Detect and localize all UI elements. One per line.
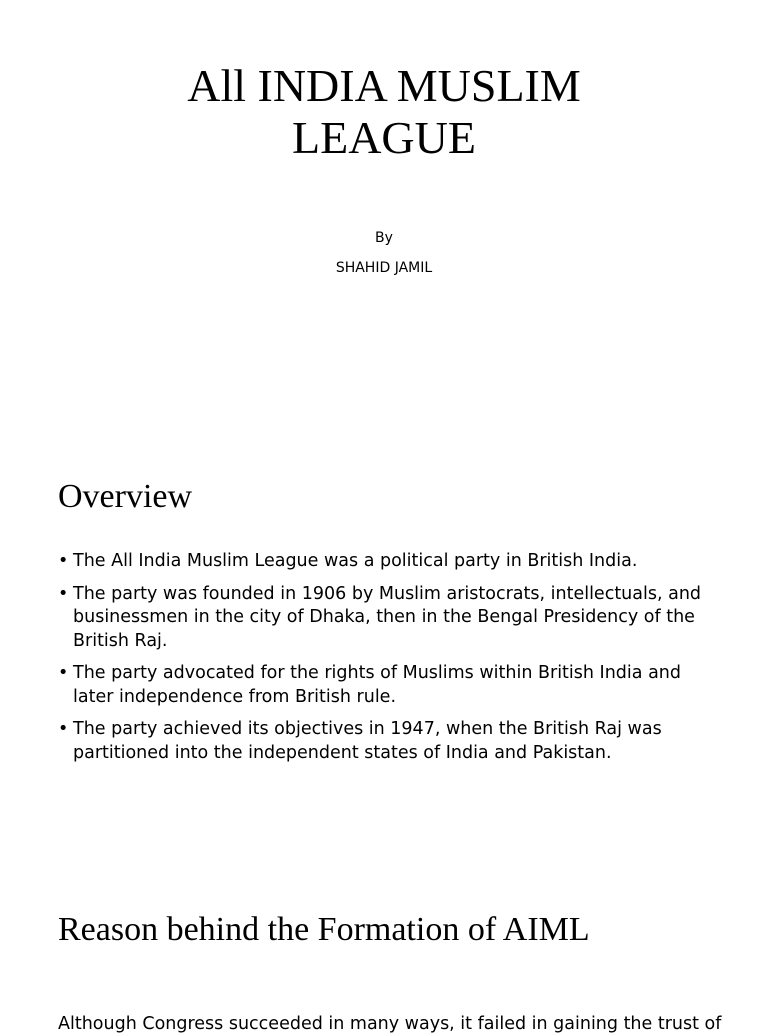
title-slide — [0, 0, 768, 450]
overview-bullet-list — [58, 550, 718, 774]
by-label: By — [375, 230, 393, 246]
formation-body-text: Although Congress succeeded in many ways, it failed in gaining the trust of — [58, 1014, 722, 1034]
bullet-icon: • — [58, 719, 69, 739]
bullet-text: The All India Muslim League was a political party in British India. — [73, 551, 638, 571]
bullet-text: The party advocated for the rights of Muslims within British India and later independence from British rule. — [73, 663, 681, 707]
bullet-icon: • — [58, 663, 69, 683]
formation-heading: Reason behind the Formation of AIML — [58, 911, 590, 948]
bullet-item — [58, 718, 718, 765]
bullet-icon: • — [58, 551, 69, 571]
bullet-item — [58, 583, 718, 654]
presentation-title — [0, 60, 768, 164]
bullet-item — [58, 662, 718, 709]
author-name: SHAHID JAMIL — [335, 260, 433, 276]
title-line-2: LEAGUE — [292, 112, 476, 163]
bullet-item — [58, 550, 718, 574]
bullet-icon: • — [58, 583, 69, 604]
bullet-text: The party achieved its objectives in 1947, when the British Raj was partitioned into the independent states of India and Pakistan. — [73, 719, 662, 763]
overview-heading: Overview — [58, 478, 193, 515]
bullet-text: The party was founded in 1906 by Muslim aristocrats, intellectuals, and businessmen in the city of Dhaka, then in the Bengal Presidency of the British Raj. — [73, 583, 702, 651]
title-line-1: All INDIA MUSLIM — [187, 60, 581, 111]
